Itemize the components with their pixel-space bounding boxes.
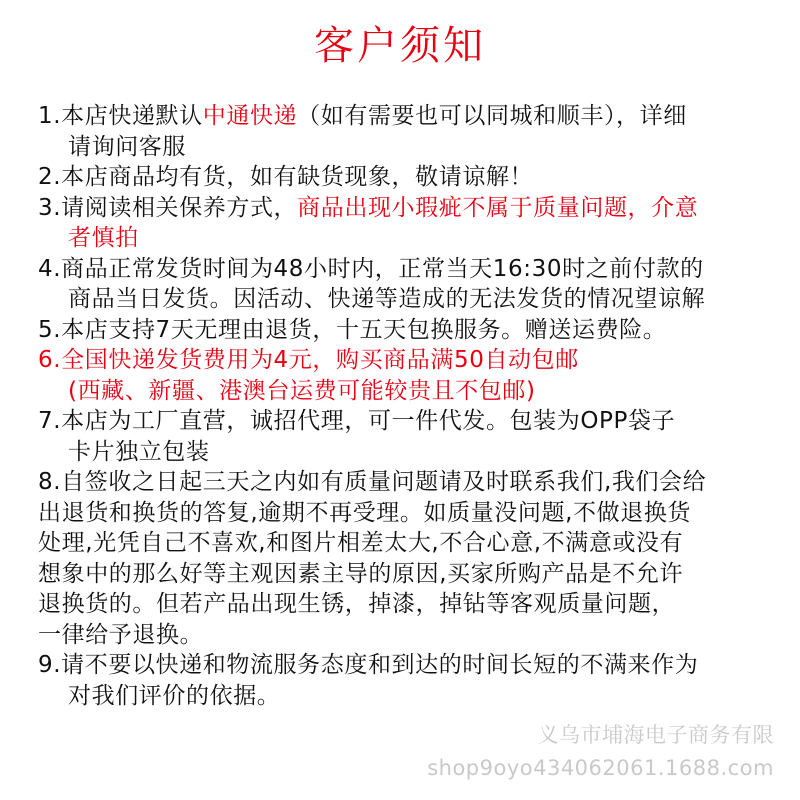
notice-line [38,101,778,132]
watermark-shop-url: shop9oyo434062061.1688.com [427,756,774,780]
notice-line [38,223,778,254]
notice-line [38,589,778,620]
highlight-text: 6.全国快递发货费用为4元，购买商品满50自动包邮 [38,347,579,373]
notice-item-9 [38,650,778,711]
notice-line [38,284,778,315]
notice-list [38,101,778,711]
notice-line [38,345,778,376]
notice-line [38,620,778,651]
page-title: 客户须知 [314,23,486,69]
notice-item-8 [38,467,778,650]
notice-text: 4.商品正常发货时间为48小时内，正常当天16:30时之前付款的 [38,255,704,282]
notice-item-1 [38,101,778,162]
notice-text: 7.本店为工厂直营，诚招代理，可一件代发。包装为OPP袋子 [38,408,676,434]
notice-text: 对我们评价的依据。 [68,682,281,709]
notice-item-5 [38,315,778,346]
notice-text: （如有需要也可以同城和顺丰），详细 [297,103,687,129]
notice-line [38,376,778,407]
notice-line [38,681,778,712]
notice-text: 卡片独立包装 [68,438,210,465]
notice-item-4 [38,254,778,315]
notice-line [38,437,778,468]
notice-text: 想象中的那么好等主观因素主导的原因,买家所购产品是不允许 [38,560,684,587]
highlight-text: 中通快递 [202,103,298,129]
notice-item-3 [38,193,778,254]
notice-line [38,193,778,224]
notice-text: 3.请阅读相关保养方式， [38,194,298,221]
notice-line [38,559,778,590]
notice-line [38,528,778,559]
notice-line [38,467,778,498]
notice-text: 商品当日发货。因活动、快递等造成的无法发货的情况望谅解 [68,286,706,312]
notice-line [38,315,778,346]
watermark-company: 义乌市埔海电子商务有限 [537,723,774,747]
highlight-text: (西藏、新疆、港澳台运费可能较贵且不包邮) [68,377,536,404]
notice-line [38,254,778,285]
notice-line [38,406,778,437]
highlight-text: 商品出现小瑕疵不属于质量问题，介意 [297,194,699,221]
notice-item-7 [38,406,778,467]
notice-line [38,650,778,681]
notice-text: 8.自签收之日起三天之内如有质量问题请及时联系我们,我们会给 [38,469,707,495]
notice-line [38,132,778,163]
notice-item-6 [38,345,778,406]
notice-text: 处理,光凭自己不喜欢,和图片相差太大,不合心意,不满意或没有 [38,530,684,556]
notice-line [38,162,778,193]
notice-text: 1.本店快递默认 [38,103,203,129]
notice-text: 退换货的。但若产品出现生锈，掉漆，掉钻等客观质量问题， [38,591,676,617]
notice-text: 一律给予退换。 [38,621,204,648]
notice-text: 2.本店商品均有货，如有缺货现象，敬请谅解！ [38,164,534,190]
highlight-text: 者慎拍 [68,225,139,251]
notice-text: 5.本店支持7天无理由退货，十五天包换服务。赠送运费险。 [38,316,667,343]
notice-item-2 [38,162,778,193]
notice-text: 9.请不要以快递和物流服务态度和到达的时间长短的不满来作为 [38,652,699,678]
notice-text: 出退货和换货的答复,逾期不再受理。如质量没问题,不做退换货 [38,499,692,526]
notice-text: 请询问客服 [68,133,186,160]
notice-line [38,498,778,529]
